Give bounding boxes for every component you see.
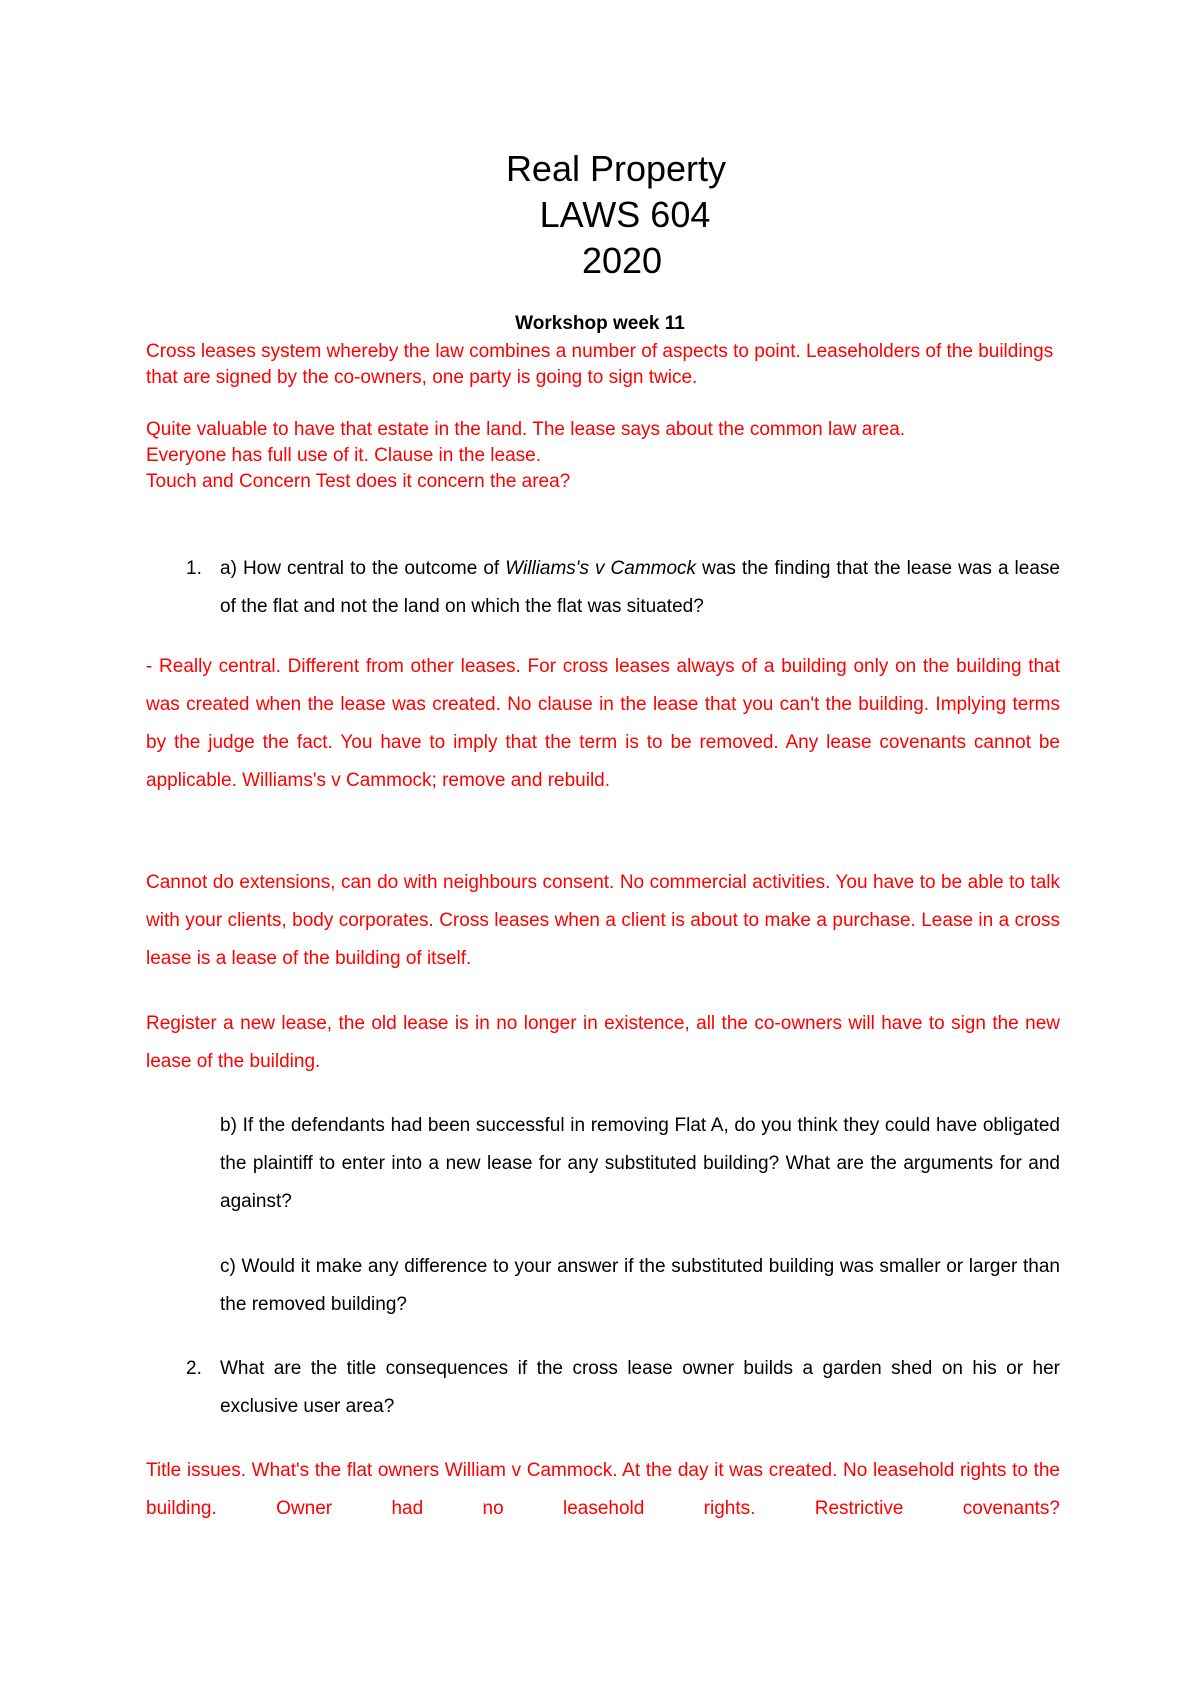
question-1b: b) If the defendants had been successful in removing Flat A, do you think they could have obligated the plaintiff to enter into a new lease for any substituted building? What are the arguments for and against? (220, 1115, 1060, 1212)
question-1a (220, 550, 1060, 626)
answer-2: Title issues. What's the flat owners William v Cammock. At the day it was created. No leasehold rights to the building. Owner had no leasehold rights. Restrictive covenants? (146, 1460, 1060, 1519)
workshop-heading: Workshop week 11 (515, 313, 685, 334)
question-1c: c) Would it make any difference to your answer if the substituted building was smaller or larger than the removed building? (220, 1256, 1060, 1315)
question-2-number: 2. (186, 1358, 202, 1379)
intro-note-2-line-1: Quite valuable to have that estate in the land. The lease says about the common law area. (146, 419, 906, 440)
answer-1a-para-1: - Really central. Different from other leases. For cross leases always of a building only on the building that was created when the lease was created. No clause in the lease that you can't the building. Implying terms by the judge the fact. You have to imply that the term is to be removed. Any lease covenants cannot be applicable. Williams's v Cammock; remove and rebuild. (146, 656, 1060, 791)
question-1a-suffix: was the finding that the lease was a lease of the flat and not the land on which the flat was situated? (220, 558, 1060, 617)
answer-1a-para-2: Cannot do extensions, can do with neighbours consent. No commercial activities. You have to be able to talk with your clients, body corporates. Cross leases when a client is about to make a purchase. Lease in a cross lease is a lease of the building of itself. (146, 872, 1060, 969)
intro-note-2 (146, 417, 1066, 495)
intro-note-2-line-2: Everyone has full use of it. Clause in the lease. (146, 445, 542, 466)
document-title: Real Property (505, 148, 727, 189)
question-2: What are the title consequences if the cross lease owner builds a garden shed on his or her exclusive user area? (220, 1358, 1060, 1417)
course-year: 2020 (581, 240, 663, 281)
question-1a-prefix: a) How central to the outcome of (220, 558, 506, 579)
intro-note-2-line-3: Touch and Concern Test does it concern the area? (146, 471, 571, 492)
question-1-number: 1. (186, 558, 202, 579)
answer-1a-para-3: Register a new lease, the old lease is in no longer in existence, all the co-owners will have to sign the new lease of the building. (146, 1013, 1060, 1072)
course-code: LAWS 604 (539, 194, 711, 235)
case-name: Williams's v Cammock (505, 558, 697, 579)
intro-note-1: Cross leases system whereby the law combines a number of aspects to point. Leaseholders of the buildings that are signed by the co-owners, one party is going to sign twice. (146, 341, 1054, 388)
